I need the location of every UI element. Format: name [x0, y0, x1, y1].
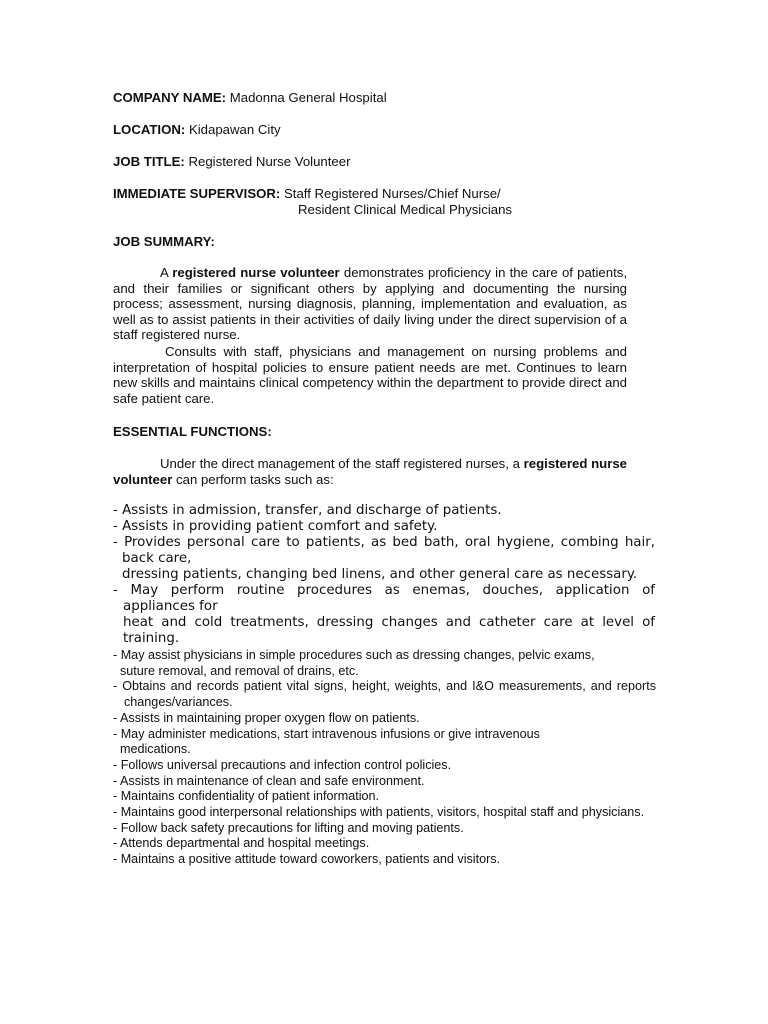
company-label: COMPANY NAME:: [113, 90, 227, 105]
role-name: registered nurse volunteer: [172, 265, 340, 280]
list-item: - Follow back safety precautions for lifting and moving patients.: [113, 820, 464, 835]
list-item: - Provides personal care to patients, as bed bath, oral hygiene, combing hair, back care,: [113, 535, 655, 566]
list-item: - Obtains and records patient vital signs, height, weights, and I&O measurements, and reports changes/variances.: [113, 679, 656, 710]
job-title-value: Registered Nurse Volunteer: [188, 154, 351, 169]
list-item-continued: dressing patients, changing bed linens, and other general care as necessary.: [122, 567, 638, 582]
supervisor-value: Staff Registered Nurses/Chief Nurse/: [283, 186, 501, 201]
job-summary-paragraph-2: Consults with staff, physicians and management on nursing problems and interpretation of hospital policies to ensure patient needs are met. Continues to learn new skills and maintains clinical competency within the department to provide direct and safe patient care.: [113, 344, 627, 406]
functions-intro: Under the direct management of the staff registered nurses, a registered nurse volunteer can perform tasks such as:: [113, 456, 628, 487]
list-item: - Attends departmental and hospital meetings.: [113, 836, 370, 851]
supervisor-value-continued: Resident Clinical Medical Physicians: [298, 202, 513, 217]
list-item-continued: suture removal, and removal of drains, etc.: [120, 663, 359, 678]
list-item: - Assists in maintenance of clean and safe environment.: [113, 773, 425, 788]
company-line: [113, 90, 387, 106]
list-item: - Assists in providing patient comfort and safety.: [113, 519, 438, 534]
essential-functions-heading: ESSENTIAL FUNCTIONS:: [113, 424, 272, 439]
list-item-continued: heat and cold treatments, dressing changes and catheter care at level of training.: [123, 615, 655, 646]
list-item: - Assists in maintaining proper oxygen flow on patients.: [113, 710, 420, 725]
list-item-continued: medications.: [120, 742, 191, 757]
company-value: Madonna General Hospital: [229, 90, 387, 105]
list-item: - Follows universal precautions and infection control policies.: [113, 757, 452, 772]
job-summary-paragraph-1: A registered nurse volunteer demonstrates proficiency in the care of patients, and their families or significant others by applying and documenting the nursing process; assessment, nursing diagnosis, planning, implementation and evaluation, as well as to assist patients in their activities of daily living under the direct supervision of a staff registered nurse.: [113, 265, 627, 343]
supervisor-line: [113, 186, 501, 202]
location-label: LOCATION:: [113, 122, 186, 137]
location-value: Kidapawan City: [188, 122, 281, 137]
task-list-large: [113, 503, 655, 647]
job-title-line: [113, 154, 351, 170]
list-item: - Assists in admission, transfer, and discharge of patients.: [113, 503, 502, 518]
list-item: - May administer medications, start intravenous infusions or give intravenous: [113, 726, 540, 741]
job-title-label: JOB TITLE:: [113, 154, 185, 169]
list-item: - May perform routine procedures as enemas, douches, application of appliances for: [113, 583, 655, 614]
location-line: [113, 122, 281, 138]
list-item: - Maintains a positive attitude toward coworkers, patients and visitors.: [113, 852, 501, 867]
supervisor-label: IMMEDIATE SUPERVISOR:: [113, 186, 281, 201]
list-item: - Maintains confidentiality of patient information.: [113, 789, 380, 804]
list-item: - Maintains good interpersonal relationships with patients, visitors, hospital staff and physicians.: [113, 805, 645, 820]
list-item: - May assist physicians in simple procedures such as dressing changes, pelvic exams,: [113, 648, 595, 662]
job-summary-heading: JOB SUMMARY:: [113, 234, 215, 249]
role-name: registered nurse volunteer: [113, 456, 628, 487]
task-list-small: [113, 648, 656, 868]
